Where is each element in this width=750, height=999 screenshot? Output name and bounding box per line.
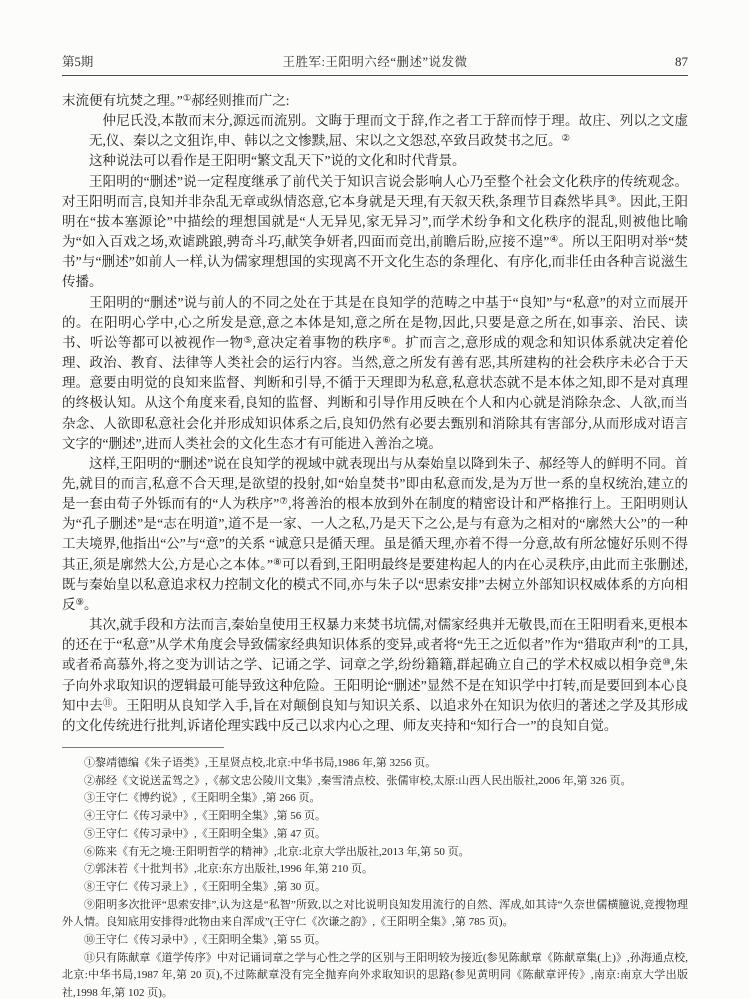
body-paragraph: 王阳明的“删述”说与前人的不同之处在于其是在良知学的范畴之中基于“良知”与“私意”的对立而展开的。在阳明心学中,心之所发是意,意之本体是知,意之所在是物,因此,只要是意之所在,如事亲、治民、读书、听讼等都可以被视作一物⑤,意决定着事物的秩序⑥。扩而言之,意形成的观念和知识体系就决定着伦理、政治、教育、法律等人类社会的运行内容。当然,意之所发有善有恶,其所建构的社会秩序未必合于天理。意要由明觉的良知来监督、判断和引导,不循于天理即为私意,私意状态就不是本体之知,即不是对真理的终极认知。从这个角度来看,良知的监督、判断和引导作用反映在个人和内心就是消除杂念、人欲,而当杂念、人欲即私意社会化并形成知识体系之后,良知仍然有必要去甄别和消除其有害部分,从而形成对语言文字的“删述”,进而人类社会的文化生态才有可能进入善治之境。 — [62, 294, 688, 451]
body-paragraph: 末流便有坑焚之理。”①郝经则推而广之: — [62, 93, 290, 108]
footnote-item: ⑩王守仁《传习录中》,《王阳明全集》,第 55 页。 — [84, 934, 326, 947]
body-paragraph: 其次,就手段和方法而言,秦始皇使用王权暴力来焚书坑儒,对儒家经典并无敬畏,而在王阳明看来,更根本的还在于“私意”从学术角度会导致儒家经典知识体系的变异,或者将“先王之近似者”作为“猎取声利”的工具,或者希高慕外,将之变为训诂之学、记诵之学、词章之学,纷纷籍籍,群起确立自己的学术权威以相争竞⑩,朱子向外求取知识的逻辑最可能导致这种危险。王阳明论“删述”显然不是在知识学中打转,而是要回到本心良知中去⑪。王阳明从良知学入手,旨在对颠倒良知与知识关系、以追求外在知识为依归的著述之学及其形成的文化传统进行批判,诉诸伦理实践中反己以求内心之理、师友夹持和“知行合一”的良知自觉。 — [62, 617, 688, 733]
footnote-item: ⑥陈来《有无之境:王阳明哲学的精神》,北京:北京大学出版社,2013 年,第 50 页。 — [84, 845, 470, 858]
issue-label: 第5期 — [62, 55, 94, 69]
page-header — [62, 54, 688, 76]
page-number: 87 — [675, 54, 688, 69]
footnote-item: ④王守仁《传习录中》,《王阳明全集》,第 56 页。 — [84, 810, 326, 823]
running-title: 王胜军:王阳明六经“删述”说发微 — [282, 55, 468, 69]
footnote-item: ⑤王守仁《传习录中》,《王阳明全集》,第 47 页。 — [84, 827, 326, 840]
body-paragraph: 王阳明的“删述”说一定程度继承了前代关于知识言说会影响人心乃至整个社会文化秩序的传统观念。对王阳明而言,良知并非杂乱无章或纵情恣意,它本身就是天理,有天叙天秩,条理节目森然毕具③。因此,王阳明在“拔本塞源论”中描绘的理想国就是“人无异见,家无异习”,而学术纷争和文化秩序的混乱,则被他比喻为“如入百戏之场,欢谑跳踉,骋奇斗巧,献笑争妍者,四面而竞出,前瞻后盼,应接不遑”④。所以王阳明对举“焚书”与“删述”如前人一样,认为儒家理想国的实现离不开文化生态的条理化、有序化,而非任由各种言说滋生传播。 — [62, 173, 688, 290]
block-quote: 仲尼氏没,本散而末分,源远而流别。文晦于理而文于辞,作之者工于辞而悖于理。故庄、列以之文虚无,仪、秦以之文狙诈,申、韩以之文惨黩,屈、宋以之文怨怼,卒致吕政焚书之厄。② — [89, 113, 688, 149]
footnote-item: ⑧王守仁《传习录上》,《王阳明全集》,第 30 页。 — [84, 880, 326, 893]
footnote-ref: ① — [182, 94, 192, 104]
article-body — [62, 91, 688, 744]
footnote-item: ②郝经《文说送孟驾之》,《郝文忠公陵川文集》,秦雪清点校、张儒审校,太原:山西人民出版社,2006 年,第 326 页。 — [84, 774, 632, 787]
footnote-ref: ⑨ — [75, 597, 85, 608]
footnote-separator — [62, 747, 224, 748]
footnote-item: ①黎靖德编《朱子语类》,王星贤点校,北京:中华书局,1986 年,第 3256 页。 — [84, 757, 437, 769]
footnote-ref: ⑪ — [102, 698, 113, 709]
footnotes-list — [62, 755, 688, 999]
body-paragraph: 这样,王阳明的“删述”说在良知学的视域中就表现出与从秦始皇以降到朱子、郝经等人的鲜明不同。首先,就目的而言,私意不合天理,是欲望的投射,如“始皇焚书”即由私意而发,是为万世一系的皇权统治,建立的是一套由荀子外铄而有的“人为秩序”⑦,将善治的根本放到外在制度的精密设计和严格推行上。王阳明则认为“孔子删述”是“志在明道”,道不是一家、一人之私,乃是天下之公,是与有意为之相对的“廓然大公”的一种工夫境界,他指出“公”与“意”的关系 “诚意只是循天理。虽是循天理,亦着不得一分意,故有所忿懥好乐则不得其正,须是廓然大公,方是心之本体。”⑧可以看到,王阳明最终是要建构起人的内在心灵秩序,由此而主张删述,既与秦始皇以私意追求权力控制文化的模式不同,亦与朱子以“思索安排”去树立外部知识权威体系的方向相反⑨。 — [62, 455, 688, 612]
footnote-item: ⑪只有陈献章《道学传序》中对记诵词章之学与心性之学的区别与王阳明较为接近(参见陈献章《陈献章集(上)》,孙海通点校,北京:中华书局,1987 年,第 20 页),不过陈献章没有完全抛弃向外求取知识的思路(参见黄明同《陈献章评传》,南京:南京大学出版社,1998 年,第 102 页)。 — [62, 951, 688, 999]
footnote-ref: ⑤ — [243, 335, 253, 346]
footnote-ref: ⑩ — [662, 658, 671, 669]
footnote-ref: ③ — [607, 194, 617, 205]
footnote-ref: ⑥ — [382, 335, 392, 346]
footnote-ref: ⑦ — [279, 497, 289, 508]
footnote-item: ⑦郭沫若《十批判书》,北京:东方出版社,1996 年,第 210 页。 — [84, 863, 374, 876]
footnote-ref: ④ — [549, 235, 559, 246]
footnote-ref: ② — [561, 134, 571, 145]
footnote-item: ⑨阳明多次批评“思索安排”,认为这是“私智”所致,以之对比说明良知发用流行的自然、浑成,如其诗“久奈世儒横臆说,竞搜物理外人情。良知底用安排得?此物由来自浑成”(王守仁《次谦之韵》,《王阳明全集》,第 785 页)。 — [62, 898, 688, 929]
footnote-ref: ⑧ — [273, 557, 282, 568]
body-paragraph: 这种说法可以看作是王阳明“繁文乱天下”说的文化和时代背景。 — [89, 153, 466, 169]
footnote-item: ③王守仁《博约说》,《王阳明全集》,第 266 页。 — [84, 792, 321, 805]
